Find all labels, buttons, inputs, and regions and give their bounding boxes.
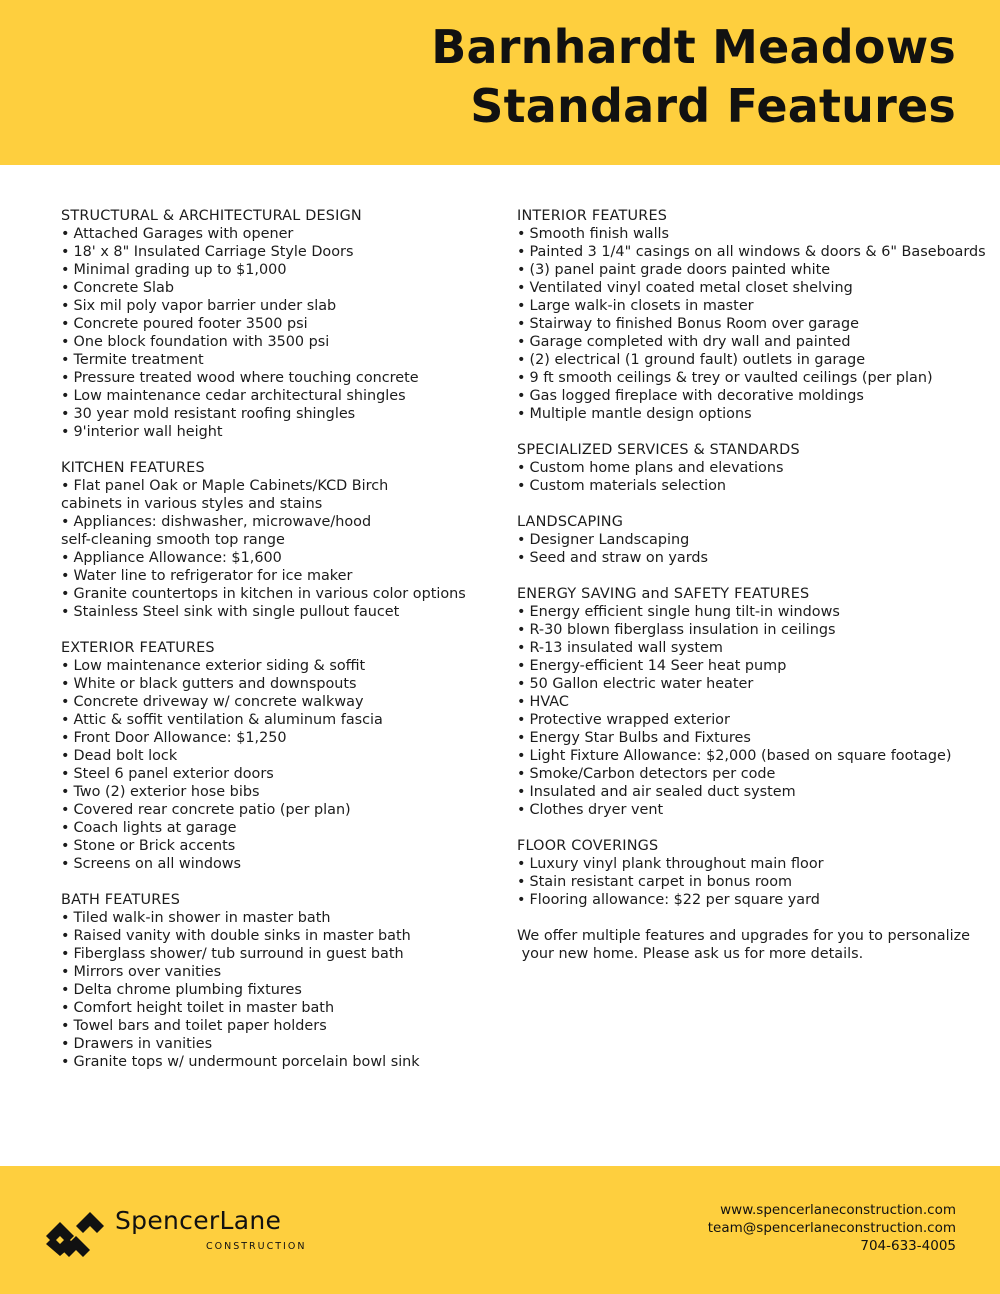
bullet-icon: •: [517, 406, 526, 422]
bullet-icon: •: [61, 226, 70, 242]
bullet-icon: •: [61, 550, 70, 566]
feature-text: Two (2) exterior hose bibs: [73, 784, 260, 800]
feature-item: [61, 477, 391, 513]
feature-item: [517, 225, 977, 243]
bullet-icon: •: [61, 280, 70, 296]
feature-text: Energy efficient single hung tilt-in windows: [529, 604, 840, 620]
feature-item: [61, 801, 491, 819]
bullet-icon: •: [517, 226, 526, 242]
feature-item: [61, 1035, 491, 1053]
feature-item: [61, 729, 491, 747]
bullet-icon: •: [61, 928, 70, 944]
title-line-2: Standard Features: [470, 79, 956, 133]
bullet-icon: •: [61, 586, 70, 602]
feature-text: Protective wrapped exterior: [529, 712, 730, 728]
feature-text: Attic & soffit ventilation & aluminum fascia: [73, 712, 383, 728]
closing-note-line: your new home. Please ask us for more details.: [517, 946, 864, 962]
bullet-icon: •: [517, 478, 526, 494]
company-logo[interactable]: [42, 1200, 322, 1270]
feature-text: Light Fixture Allowance: $2,000 (based on square footage): [529, 748, 952, 764]
feature-item: [61, 333, 491, 351]
bullet-icon: •: [61, 514, 70, 530]
feature-text: Appliances: dishwasher, microwave/hood self-cleaning smooth top range: [61, 514, 372, 548]
feature-item: [61, 981, 491, 999]
feature-item: [61, 783, 491, 801]
feature-item: [517, 765, 977, 783]
feature-item: [61, 369, 491, 387]
bullet-icon: •: [61, 334, 70, 350]
feature-item: [517, 603, 977, 621]
feature-text: Screens on all windows: [73, 856, 242, 872]
title-line-1: Barnhardt Meadows: [431, 20, 956, 74]
bullet-icon: •: [517, 730, 526, 746]
bullet-icon: •: [61, 352, 70, 368]
feature-text: 9 ft smooth ceilings & trey or vaulted ceilings (per plan): [529, 370, 933, 386]
feature-section: [61, 639, 491, 873]
feature-item: [61, 927, 491, 945]
bullet-icon: •: [517, 334, 526, 350]
feature-text: Tiled walk-in shower in master bath: [73, 910, 331, 926]
feature-text: Insulated and air sealed duct system: [529, 784, 796, 800]
bullet-icon: •: [61, 658, 70, 674]
feature-item: [517, 675, 977, 693]
feature-text: Six mil poly vapor barrier under slab: [73, 298, 337, 314]
feature-item: [517, 261, 977, 279]
feature-item: [517, 459, 977, 477]
bullet-icon: •: [517, 658, 526, 674]
feature-text: Ventilated vinyl coated metal closet shelving: [529, 280, 853, 296]
feature-item: [517, 729, 977, 747]
feature-item: [517, 783, 977, 801]
feature-text: Low maintenance cedar architectural shingles: [73, 388, 406, 404]
feature-text: (2) electrical (1 ground fault) outlets in garage: [529, 352, 866, 368]
bullet-icon: •: [517, 262, 526, 278]
bullet-icon: •: [517, 694, 526, 710]
bullet-icon: •: [61, 964, 70, 980]
bullet-icon: •: [61, 424, 70, 440]
feature-item: [517, 639, 977, 657]
feature-item: [517, 693, 977, 711]
bullet-icon: •: [517, 622, 526, 638]
feature-item: [517, 477, 977, 495]
feature-text: Water line to refrigerator for ice maker: [73, 568, 353, 584]
feature-text: (3) panel paint grade doors painted white: [529, 262, 831, 278]
feature-text: Fiberglass shower/ tub surround in guest bath: [73, 946, 404, 962]
feature-text: Granite countertops in kitchen in various color options: [73, 586, 466, 602]
bullet-icon: •: [61, 262, 70, 278]
feature-text: Flat panel Oak or Maple Cabinets/KCD Birch cabinets in various styles and stains: [61, 478, 389, 512]
feature-section: [61, 207, 491, 441]
feature-text: Garage completed with dry wall and painted: [529, 334, 851, 350]
feature-item: [517, 873, 977, 891]
feature-text: Designer Landscaping: [529, 532, 690, 548]
bullet-icon: •: [517, 766, 526, 782]
feature-item: [61, 693, 491, 711]
bullet-icon: •: [517, 388, 526, 404]
feature-item: [61, 405, 491, 423]
feature-text: Energy-efficient 14 Seer heat pump: [529, 658, 787, 674]
bullet-icon: •: [61, 820, 70, 836]
feature-text: HVAC: [529, 694, 569, 710]
feature-text: Smoke/Carbon detectors per code: [529, 766, 776, 782]
section-heading: FLOOR COVERINGS: [517, 838, 659, 854]
feature-text: Comfort height toilet in master bath: [73, 1000, 335, 1016]
feature-text: Flooring allowance: $22 per square yard: [529, 892, 820, 908]
bullet-icon: •: [61, 910, 70, 926]
feature-item: [517, 747, 977, 765]
bullet-icon: •: [517, 676, 526, 692]
feature-item: [61, 387, 491, 405]
feature-section: [61, 891, 491, 1071]
bullet-icon: •: [61, 1036, 70, 1052]
feature-text: Multiple mantle design options: [529, 406, 752, 422]
feature-item: [61, 1053, 491, 1071]
bullet-icon: •: [517, 352, 526, 368]
bullet-icon: •: [517, 244, 526, 260]
feature-text: Minimal grading up to $1,000: [73, 262, 287, 278]
header-banner: [0, 0, 1000, 165]
bullet-icon: •: [61, 838, 70, 854]
feature-item: [517, 549, 977, 567]
section-heading: SPECIALIZED SERVICES & STANDARDS: [517, 442, 800, 458]
feature-text: Termite treatment: [73, 352, 204, 368]
logo-wordmark: SpencerLane: [115, 1206, 282, 1235]
feature-text: Stairway to finished Bonus Room over garage: [529, 316, 859, 332]
bullet-icon: •: [61, 1054, 70, 1070]
website-link[interactable]: www.spencerlaneconstruction.com: [720, 1202, 956, 1218]
feature-text: 9'interior wall height: [73, 424, 223, 440]
feature-item: [61, 1017, 491, 1035]
feature-text: Luxury vinyl plank throughout main floor: [529, 856, 824, 872]
closing-note-line: We offer multiple features and upgrades for you to personalize: [517, 928, 971, 944]
feature-item: [61, 315, 491, 333]
feature-item: [61, 603, 491, 621]
bullet-icon: •: [517, 460, 526, 476]
bullet-icon: •: [517, 370, 526, 386]
feature-text: Concrete driveway w/ concrete walkway: [73, 694, 364, 710]
bullet-icon: •: [61, 244, 70, 260]
feature-text: Clothes dryer vent: [529, 802, 664, 818]
feature-item: [61, 585, 491, 603]
bullet-icon: •: [61, 766, 70, 782]
bullet-icon: •: [61, 478, 70, 494]
contact-info: [708, 1201, 956, 1255]
footer-banner: [0, 1166, 1000, 1294]
feature-text: Coach lights at garage: [73, 820, 237, 836]
feature-item: [517, 279, 977, 297]
bullet-icon: •: [517, 550, 526, 566]
feature-text: Mirrors over vanities: [73, 964, 222, 980]
feature-section: [517, 207, 986, 423]
bullet-icon: •: [61, 568, 70, 584]
feature-item: [517, 711, 977, 729]
feature-text: Pressure treated wood where touching concrete: [73, 370, 419, 386]
feature-text: Custom materials selection: [529, 478, 727, 494]
bullet-icon: •: [61, 982, 70, 998]
feature-text: Smooth finish walls: [529, 226, 670, 242]
bullet-icon: •: [61, 370, 70, 386]
feature-text: Raised vanity with double sinks in master bath: [73, 928, 411, 944]
feature-item: [61, 261, 491, 279]
feature-text: Towel bars and toilet paper holders: [73, 1018, 327, 1034]
feature-item: [517, 891, 977, 909]
feature-text: Steel 6 panel exterior doors: [73, 766, 274, 782]
section-heading: EXTERIOR FEATURES: [61, 640, 215, 656]
feature-text: Gas logged fireplace with decorative moldings: [529, 388, 864, 404]
feature-item: [61, 297, 491, 315]
page-title: [431, 18, 956, 136]
bullet-icon: •: [61, 712, 70, 728]
bullet-icon: •: [517, 532, 526, 548]
feature-item: [61, 747, 491, 765]
feature-item: [517, 405, 977, 423]
feature-item: [61, 423, 491, 441]
bullet-icon: •: [517, 316, 526, 332]
feature-item: [517, 351, 977, 369]
feature-item: [61, 963, 491, 981]
feature-text: Large walk-in closets in master: [529, 298, 754, 314]
feature-item: [517, 387, 977, 405]
bullet-icon: •: [61, 694, 70, 710]
feature-text: Custom home plans and elevations: [529, 460, 784, 476]
feature-item: [61, 837, 491, 855]
feature-item: [61, 675, 491, 693]
feature-item: [61, 945, 491, 963]
feature-item: [61, 279, 491, 297]
feature-text: Low maintenance exterior siding & soffit: [73, 658, 366, 674]
bullet-icon: •: [517, 604, 526, 620]
feature-text: Drawers in vanities: [73, 1036, 213, 1052]
feature-text: 30 year mold resistant roofing shingles: [73, 406, 356, 422]
feature-text: Concrete Slab: [73, 280, 174, 296]
section-heading: ENERGY SAVING and SAFETY FEATURES: [517, 586, 810, 602]
feature-item: [517, 369, 977, 387]
feature-text: Attached Garages with opener: [73, 226, 294, 242]
bullet-icon: •: [517, 640, 526, 656]
feature-text: R-13 insulated wall system: [529, 640, 723, 656]
feature-item: [61, 243, 491, 261]
feature-text: Stain resistant carpet in bonus room: [529, 874, 793, 890]
closing-note: [517, 927, 977, 963]
bullet-icon: •: [517, 802, 526, 818]
feature-item: [61, 657, 491, 675]
feature-item: [517, 315, 977, 333]
feature-section: [61, 459, 491, 621]
section-heading: BATH FEATURES: [61, 892, 181, 908]
section-heading: INTERIOR FEATURES: [517, 208, 668, 224]
feature-item: [61, 513, 391, 549]
bullet-icon: •: [61, 1018, 70, 1034]
feature-text: Energy Star Bulbs and Fixtures: [529, 730, 751, 746]
bullet-icon: •: [61, 406, 70, 422]
feature-text: 50 Gallon electric water heater: [529, 676, 754, 692]
spencerlane-logo-icon: [42, 1206, 108, 1262]
feature-item: [61, 765, 491, 783]
feature-text: Stone or Brick accents: [73, 838, 236, 854]
feature-item: [517, 657, 977, 675]
feature-text: Stainless Steel sink with single pullout faucet: [73, 604, 400, 620]
feature-text: Seed and straw on yards: [529, 550, 709, 566]
left-column: [61, 207, 491, 1089]
feature-item: [517, 333, 977, 351]
feature-item: [517, 621, 977, 639]
feature-text: Front Door Allowance: $1,250: [73, 730, 287, 746]
phone-number[interactable]: 704-633-4005: [860, 1238, 956, 1254]
bullet-icon: •: [517, 298, 526, 314]
feature-item: [61, 819, 491, 837]
feature-text: Painted 3 1/4" casings on all windows & doors & 6" Baseboards: [529, 244, 986, 260]
feature-text: Granite tops w/ undermount porcelain bowl sink: [73, 1054, 420, 1070]
feature-item: [61, 855, 491, 873]
bullet-icon: •: [61, 856, 70, 872]
feature-item: [517, 801, 977, 819]
section-heading: KITCHEN FEATURES: [61, 460, 205, 476]
feature-item: [517, 531, 977, 549]
feature-text: R-30 blown fiberglass insulation in ceilings: [529, 622, 836, 638]
feature-text: Appliance Allowance: $1,600: [73, 550, 282, 566]
feature-text: Delta chrome plumbing fixtures: [73, 982, 302, 998]
feature-item: [517, 297, 977, 315]
bullet-icon: •: [61, 784, 70, 800]
feature-item: [517, 243, 986, 261]
bullet-icon: •: [61, 1000, 70, 1016]
bullet-icon: •: [517, 748, 526, 764]
bullet-icon: •: [61, 676, 70, 692]
bullet-icon: •: [61, 388, 70, 404]
feature-text: Concrete poured footer 3500 psi: [73, 316, 308, 332]
bullet-icon: •: [61, 730, 70, 746]
bullet-icon: •: [61, 946, 70, 962]
bullet-icon: •: [517, 874, 526, 890]
section-heading: STRUCTURAL & ARCHITECTURAL DESIGN: [61, 208, 362, 224]
feature-item: [61, 549, 491, 567]
section-heading: LANDSCAPING: [517, 514, 624, 530]
bullet-icon: •: [61, 748, 70, 764]
bullet-icon: •: [517, 712, 526, 728]
feature-section: [517, 837, 977, 909]
feature-section: [517, 585, 977, 819]
feature-item: [61, 351, 491, 369]
feature-text: One block foundation with 3500 psi: [73, 334, 330, 350]
right-column: [517, 207, 986, 963]
bullet-icon: •: [517, 784, 526, 800]
bullet-icon: •: [61, 316, 70, 332]
bullet-icon: •: [517, 892, 526, 908]
feature-section: [517, 441, 977, 495]
email-link[interactable]: team@spencerlaneconstruction.com: [707, 1220, 956, 1236]
feature-item: [61, 225, 491, 243]
bullet-icon: •: [61, 604, 70, 620]
feature-text: White or black gutters and downspouts: [73, 676, 357, 692]
feature-item: [61, 711, 491, 729]
logo-subtitle: CONSTRUCTION: [206, 1241, 307, 1252]
feature-section: [517, 513, 977, 567]
bullet-icon: •: [61, 298, 70, 314]
bullet-icon: •: [61, 802, 70, 818]
feature-item: [61, 909, 491, 927]
feature-item: [61, 999, 491, 1017]
feature-text: Dead bolt lock: [73, 748, 178, 764]
feature-text: Covered rear concrete patio (per plan): [73, 802, 351, 818]
feature-item: [517, 855, 977, 873]
feature-text: 18' x 8" Insulated Carriage Style Doors: [73, 244, 354, 260]
feature-item: [61, 567, 491, 585]
bullet-icon: •: [517, 856, 526, 872]
bullet-icon: •: [517, 280, 526, 296]
